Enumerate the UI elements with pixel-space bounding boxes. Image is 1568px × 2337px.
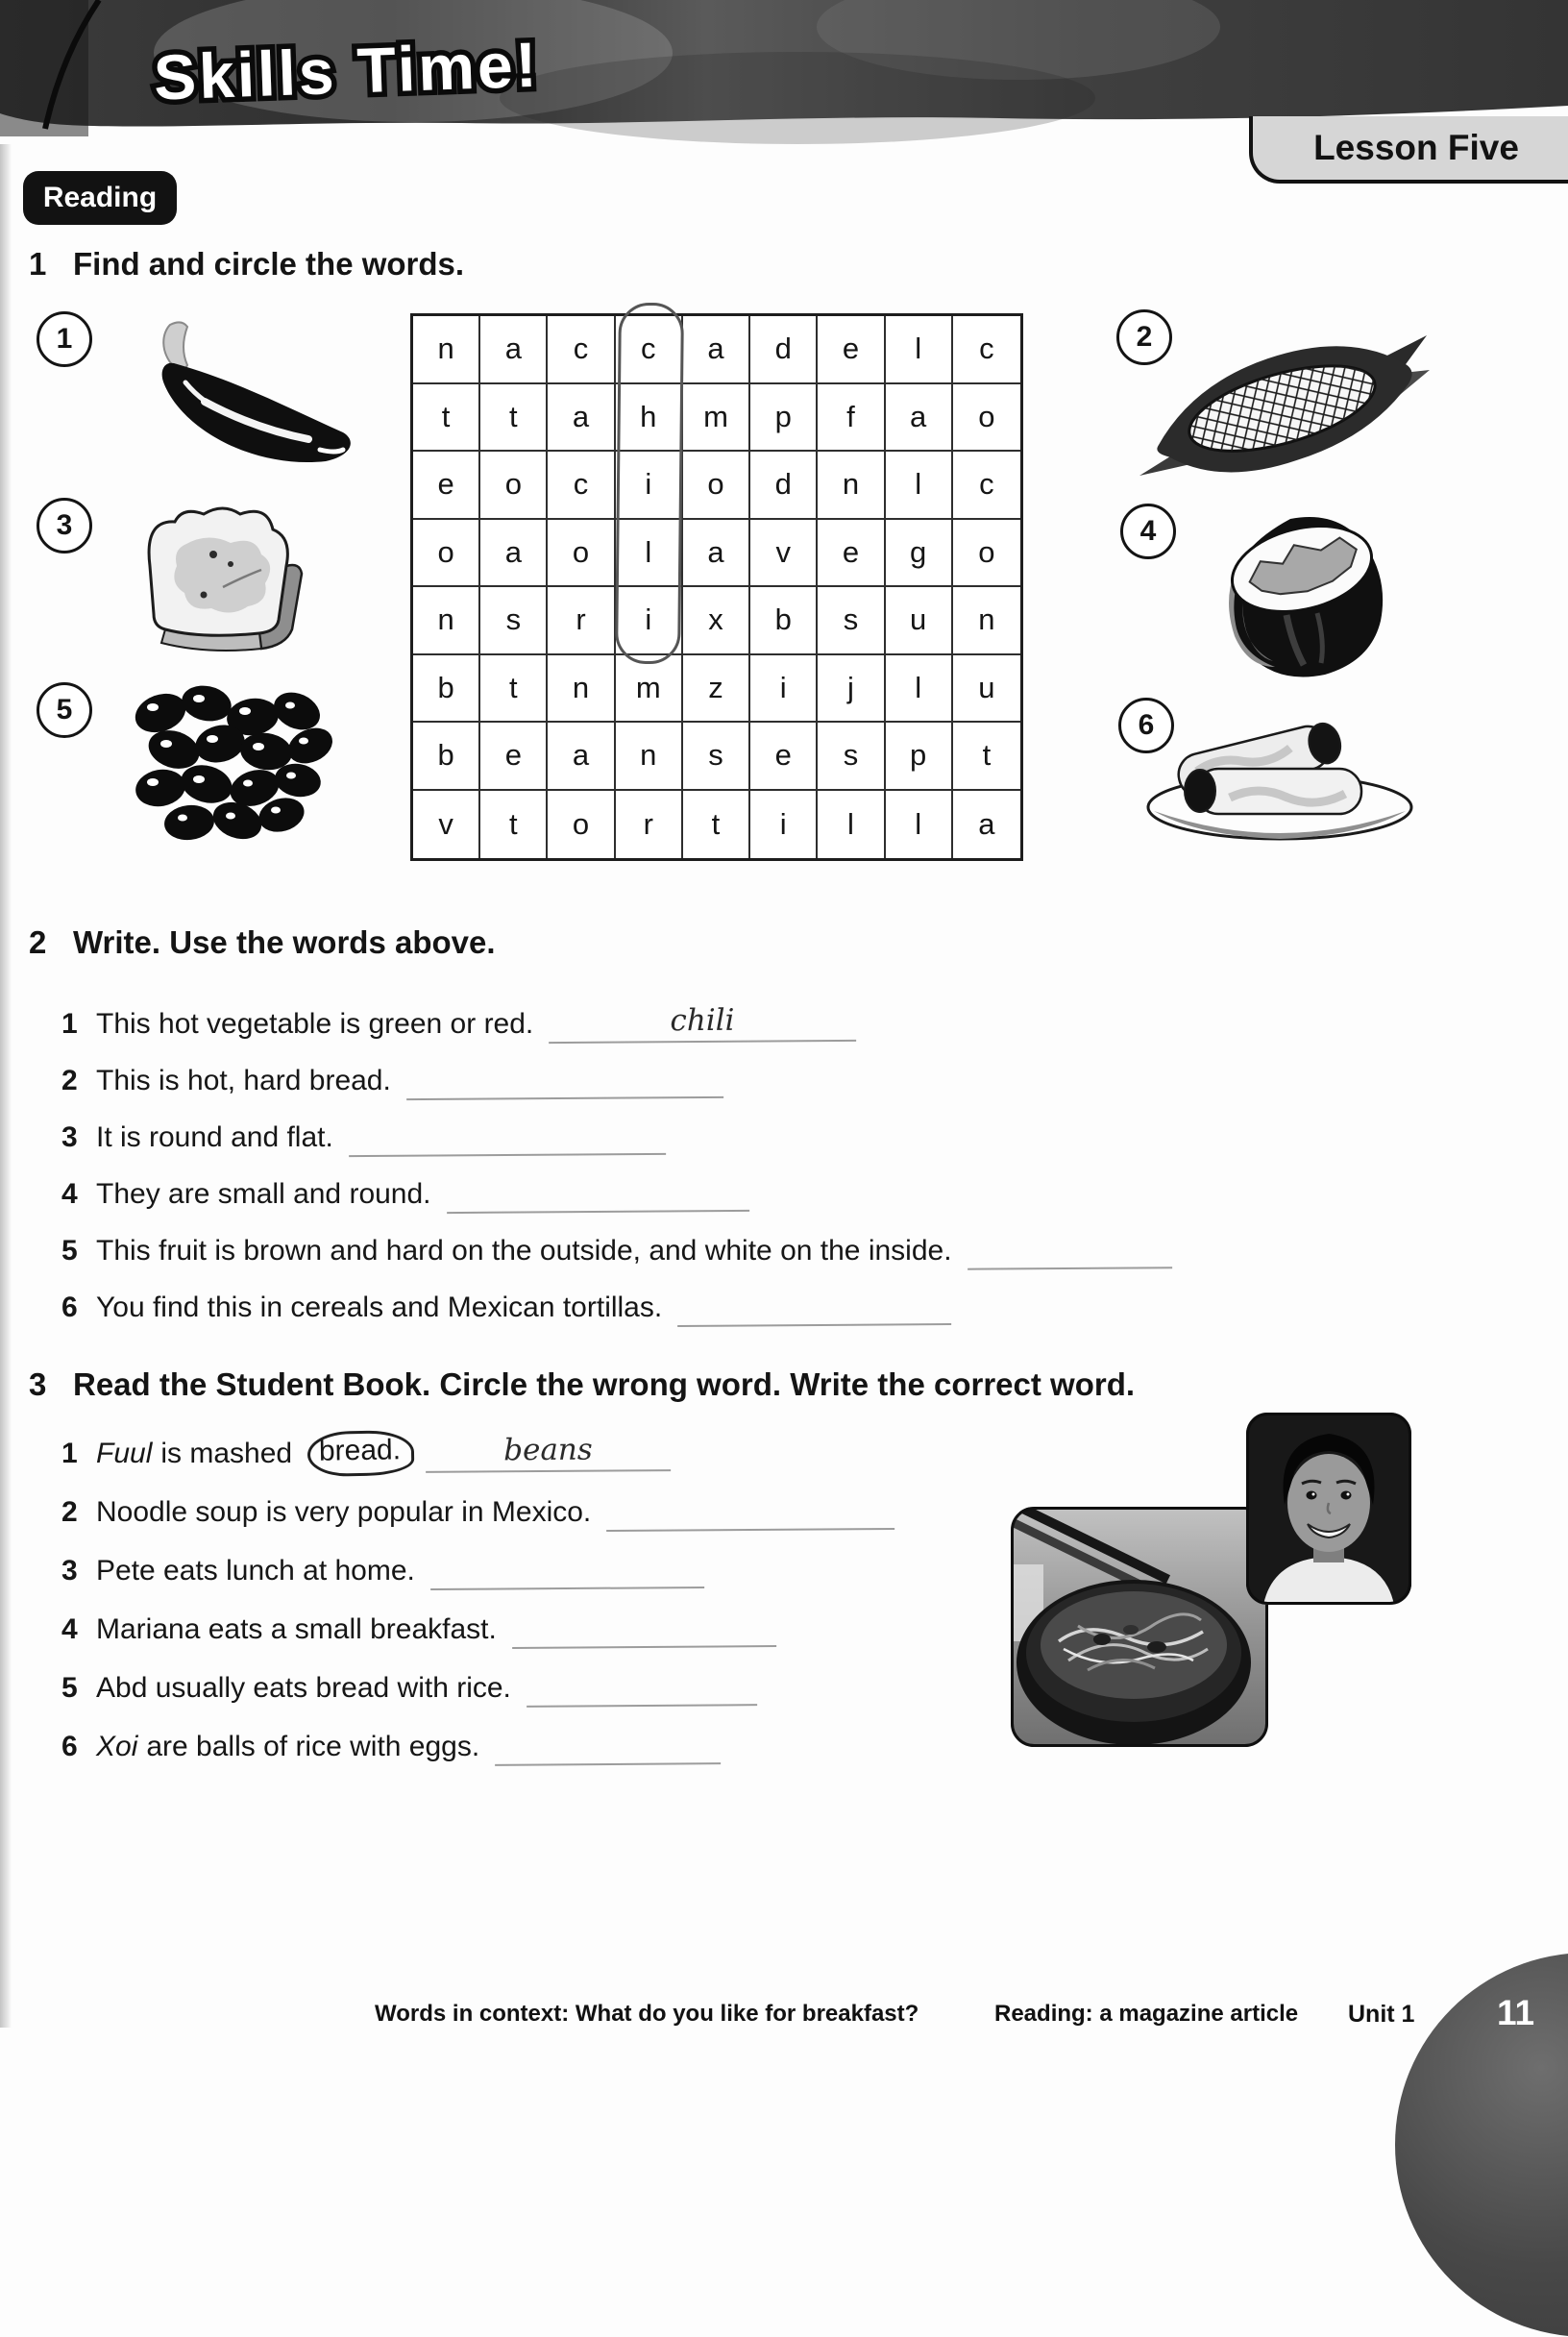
grid-cell-r8c7: l — [818, 791, 885, 859]
grid-cell-r3c3: c — [548, 452, 615, 520]
grid-cell-r5c7: s — [818, 587, 885, 655]
grid-cell-r5c8: u — [886, 587, 953, 655]
grid-cell-r6c6: i — [750, 655, 818, 724]
grid-cell-r4c3: o — [548, 520, 615, 588]
grid-cell-r4c6: v — [750, 520, 818, 588]
answer-line — [677, 1289, 951, 1327]
grid-cell-r8c8: l — [886, 791, 953, 859]
picture-number-1: 1 — [37, 311, 92, 367]
grid-cell-r4c7: e — [818, 520, 885, 588]
item-number: 3 — [61, 1554, 78, 1587]
grid-cell-r5c6: b — [750, 587, 818, 655]
grid-cell-r7c9: t — [953, 723, 1020, 791]
word-search-grid — [410, 313, 1023, 861]
activity2-number: 2 — [29, 924, 47, 960]
grid-cell-r2c1: t — [413, 384, 480, 453]
bread-illustration — [115, 495, 322, 668]
grid-cell-r4c5: a — [683, 520, 750, 588]
grid-cell-r7c2: e — [480, 723, 548, 791]
grid-cell-r2c9: o — [953, 384, 1020, 453]
answer-line — [495, 1728, 721, 1766]
grid-cell-r4c9: o — [953, 520, 1020, 588]
activity2-instruction: Write. Use the words above. — [73, 924, 496, 960]
handwritten-answer: beans — [503, 1432, 594, 1467]
grid-cell-r1c2: a — [480, 316, 548, 384]
grid-cell-r5c9: n — [953, 587, 1020, 655]
grid-cell-r4c4: l — [616, 520, 683, 588]
grid-cell-r5c5: x — [683, 587, 750, 655]
tortillas-illustration — [1139, 701, 1422, 850]
activity3-items — [61, 1424, 894, 1776]
item-text: It is round and flat. — [96, 1120, 333, 1153]
grid-cell-r3c7: n — [818, 452, 885, 520]
item-number: 1 — [61, 1437, 78, 1469]
item-text: This is hot, hard bread. — [96, 1064, 391, 1096]
exercise-item — [61, 1600, 894, 1659]
grid-cell-r7c7: s — [818, 723, 885, 791]
answer-line — [527, 1669, 757, 1708]
grid-cell-r4c2: a — [480, 520, 548, 588]
grid-cell-r1c1: n — [413, 316, 480, 384]
exercise-item — [61, 1659, 894, 1717]
page-title: Skills Time! — [152, 28, 541, 113]
item-number: 3 — [61, 1120, 78, 1153]
page-corner — [1395, 1953, 1568, 2337]
grid-cell-r2c4: h — [616, 384, 683, 453]
corn-illustration — [1134, 322, 1432, 490]
circled-word-ring — [615, 303, 684, 665]
grid-cell-r3c2: o — [480, 452, 548, 520]
grid-cell-r3c9: c — [953, 452, 1020, 520]
answer-line — [406, 1061, 723, 1099]
answer-line — [349, 1118, 666, 1156]
grid-cell-r6c3: n — [548, 655, 615, 724]
lesson-tab: Lesson Five — [1249, 116, 1568, 184]
grid-cell-r7c3: a — [548, 723, 615, 791]
activity1-number: 1 — [29, 246, 47, 282]
footer-reading-type: Reading: a magazine article — [994, 2001, 1299, 2027]
grid-cell-r1c9: c — [953, 316, 1020, 384]
item-text: Pete eats lunch at home. — [96, 1554, 415, 1587]
grid-cell-r6c4: m — [616, 655, 683, 724]
grid-cell-r8c3: o — [548, 791, 615, 859]
grid-cell-r3c8: l — [886, 452, 953, 520]
answer-line — [512, 1611, 776, 1649]
answer-line — [446, 1174, 748, 1213]
exercise-item — [61, 1717, 894, 1776]
exercise-item — [61, 1052, 1172, 1109]
item-text: They are small and round. — [96, 1177, 431, 1210]
grid-cell-r1c8: l — [886, 316, 953, 384]
picture-number-4: 4 — [1120, 504, 1176, 559]
grid-cell-r1c7: e — [818, 316, 885, 384]
exercise-item — [61, 1483, 894, 1541]
grid-cell-r5c4: i — [616, 587, 683, 655]
item-number: 2 — [61, 1064, 78, 1096]
item-text: This fruit is brown and hard on the outside, and white on the inside. — [96, 1234, 952, 1267]
grid-cell-r8c9: a — [978, 806, 995, 841]
grid-cell-r1c6: d — [750, 316, 818, 384]
grid-cell-r5c3: r — [548, 587, 615, 655]
exercise-item — [61, 1109, 1172, 1166]
item-text: is mashed — [160, 1437, 293, 1469]
item-text: Abd usually eats bread with rice. — [96, 1671, 511, 1704]
grid-cell-r7c8: p — [886, 723, 953, 791]
picture-number-2: 2 — [1116, 309, 1172, 365]
item-text: You find this in cereals and Mexican tortillas. — [96, 1291, 663, 1323]
grid-cell-r4c1: o — [413, 520, 480, 588]
boy-photo — [1246, 1413, 1411, 1605]
item-text: Mariana eats a small breakfast. — [96, 1612, 497, 1645]
hand-circled-word: bread. — [307, 1430, 415, 1477]
answer-line — [426, 1432, 671, 1473]
grid-cell-r1c5: a — [683, 316, 750, 384]
exercise-item — [61, 1424, 894, 1483]
answer-line — [430, 1552, 704, 1590]
grid-cell-r2c3: a — [548, 384, 615, 453]
grid-cell-r2c7: f — [818, 384, 885, 453]
grid-cell-r3c6: d — [750, 452, 818, 520]
grid-cell-r3c1: e — [413, 452, 480, 520]
grid-cell-r6c5: z — [683, 655, 750, 724]
grid-cell-r7c6: e — [750, 723, 818, 791]
grid-cell-r4c8: g — [886, 520, 953, 588]
exercise-item — [61, 1279, 1172, 1336]
activity2-header — [29, 924, 496, 961]
item-text: Noodle soup is very popular in Mexico. — [96, 1495, 592, 1528]
picture-number-3: 3 — [37, 498, 92, 554]
item-number: 5 — [61, 1234, 78, 1267]
item-number: 2 — [61, 1495, 78, 1528]
item-number: 4 — [61, 1177, 78, 1210]
grid-cell-r2c6: p — [750, 384, 818, 453]
grid-cell-r8c5: t — [683, 791, 750, 859]
activity3-header — [29, 1366, 1135, 1403]
grid-cell-r1c3: c — [548, 316, 615, 384]
item-text: This hot vegetable is green or red. — [96, 1007, 534, 1040]
exercise-item — [61, 1222, 1172, 1279]
beans-illustration — [101, 673, 360, 855]
coconut-illustration — [1194, 500, 1391, 687]
activity1-instruction: Find and circle the words. — [73, 246, 465, 282]
grid-cell-r2c2: t — [480, 384, 548, 453]
item-text: are balls of rice with eggs. — [146, 1730, 480, 1762]
picture-number-6: 6 — [1118, 698, 1174, 753]
activity2-items — [61, 996, 1172, 1336]
noodle-bowl-photo — [1011, 1507, 1268, 1747]
item-italic-word: Fuul — [96, 1437, 153, 1469]
reading-badge: Reading — [23, 171, 177, 225]
grid-cell-r7c1: b — [413, 723, 480, 791]
grid-cell-r6c9: u — [953, 655, 1020, 724]
grid-cell-r6c1: b — [413, 655, 480, 724]
footer-unit: Unit 1 — [1348, 2001, 1415, 2028]
item-number: 5 — [61, 1671, 78, 1704]
activity3-number: 3 — [29, 1366, 47, 1402]
item-number: 1 — [61, 1007, 78, 1040]
grid-cell-r8c2: t — [480, 791, 548, 859]
item-number: 6 — [61, 1291, 78, 1323]
grid-cell-r3c4: i — [616, 452, 683, 520]
grid-cell-r8c1: v — [413, 791, 480, 859]
grid-cell-r8c6: i — [750, 791, 818, 859]
exercise-item — [61, 996, 1172, 1052]
grid-cell-r6c2: t — [480, 655, 548, 724]
grid-cell-r6c7: j — [818, 655, 885, 724]
handwritten-answer: chili — [670, 1002, 735, 1038]
chili-illustration — [91, 317, 370, 480]
grid-cell-r8c4: r — [616, 791, 683, 859]
grid-cell-r7c4: n — [616, 723, 683, 791]
answer-line — [606, 1492, 894, 1531]
grid-cell-r2c5: m — [683, 384, 750, 453]
page-number: 11 — [1497, 1993, 1535, 2032]
exercise-item — [61, 1166, 1172, 1222]
grid-cell-r3c5: o — [683, 452, 750, 520]
activity1-header — [29, 246, 464, 283]
activity3-instruction: Read the Student Book. Circle the wrong word. Write the correct word. — [73, 1366, 1136, 1402]
answer-line — [549, 1004, 856, 1043]
scan-edge — [0, 144, 12, 2028]
grid-cell-r5c1: n — [413, 587, 480, 655]
item-number: 6 — [61, 1730, 78, 1762]
grid-cell-r6c8: l — [886, 655, 953, 724]
grid-cell-r5c2: s — [480, 587, 548, 655]
answer-line — [967, 1232, 1171, 1269]
grid-cell-r1c4: c — [616, 316, 683, 384]
exercise-item — [61, 1541, 894, 1600]
item-italic-word: Xoi — [96, 1730, 138, 1762]
picture-number-5: 5 — [37, 682, 92, 738]
item-number: 4 — [61, 1612, 78, 1645]
footer-words-in-context: Words in context: What do you like for breakfast? — [375, 2001, 919, 2027]
grid-cell-r2c8: a — [886, 384, 953, 453]
grid-cell-r7c5: s — [683, 723, 750, 791]
